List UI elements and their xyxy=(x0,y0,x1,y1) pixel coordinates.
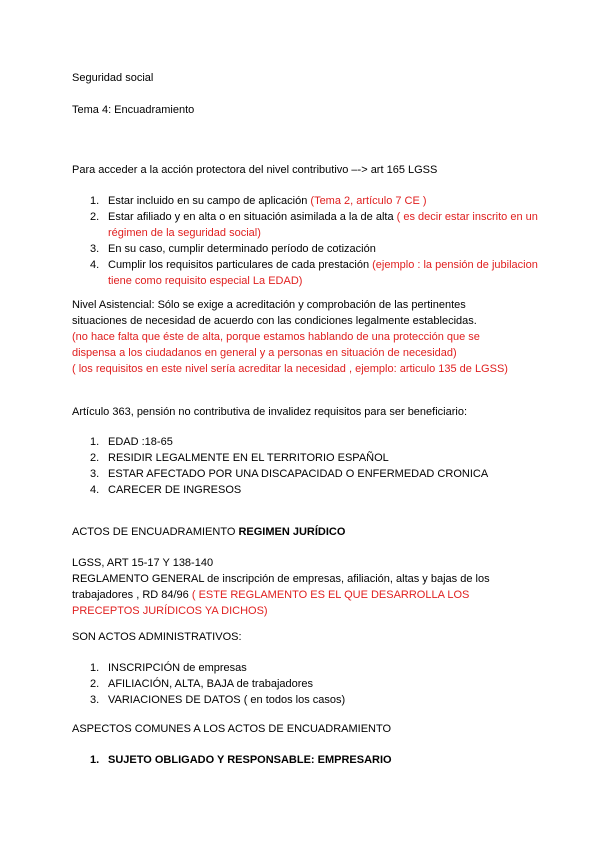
sujeto-list xyxy=(90,752,540,768)
item-text: Estar incluido en su campo de aplicación xyxy=(108,195,311,207)
list-number: 3. xyxy=(90,468,100,480)
item-text: VARIACIONES DE DATOS ( en todos los casos) xyxy=(108,694,346,706)
list-item xyxy=(90,676,540,692)
item-text: INSCRIPCIÓN de empresas xyxy=(108,662,247,674)
list-number: 2. xyxy=(90,452,100,464)
requisitos-363-list xyxy=(90,434,540,498)
item-text: Cumplir los requisitos particulares de cada prestación xyxy=(108,259,373,271)
list-item xyxy=(90,434,540,450)
list-item xyxy=(90,257,540,289)
reglamento-text: REGLAMENTO GENERAL de inscripción de empresas, afiliación, altas y bajas de los trabajadores , RD 84/96 xyxy=(72,573,490,601)
doc-subtitle: Tema 4: Encuadramiento xyxy=(72,104,195,116)
list-item xyxy=(90,482,540,498)
actos-heading xyxy=(72,524,542,540)
item-text: AFILIACIÓN, ALTA, BAJA de trabajadores xyxy=(108,678,314,690)
list-item xyxy=(90,193,540,209)
actos-heading-text: ACTOS DE ENCUADRAMIENTO xyxy=(72,526,239,538)
list-number: 4. xyxy=(90,259,100,271)
asistencial-text: Nivel Asistencial: Sólo se exige a acreditación y comprobación de las pertinentes situaciones de necesidad de acuerdo con las condiciones legalmente establecidas. xyxy=(72,299,477,327)
list-item xyxy=(90,692,540,708)
reglamento-paragraph xyxy=(72,571,532,619)
actos-heading-bold: REGIMEN JURÍDICO xyxy=(238,526,346,538)
requirements-list xyxy=(90,193,540,289)
asistencial-note-2: ( los requisitos en este nivel sería acreditar la necesidad , ejemplo: articulo 135 de LGSS) xyxy=(72,363,508,375)
list-number: 2. xyxy=(90,678,100,690)
list-number: 1. xyxy=(90,436,100,448)
list-number: 3. xyxy=(90,694,100,706)
list-item xyxy=(90,660,540,676)
asistencial-paragraph xyxy=(72,297,512,377)
doc-title: Seguridad social xyxy=(72,72,154,84)
list-number: 1. xyxy=(90,195,100,207)
asistencial-note-1: (no hace falta que éste de alta, porque estamos hablando de una protección que se dispensa a los ciudadanos en general y a personas en situación de necesidad) xyxy=(72,331,480,359)
reglamento-note: ( ESTE REGLAMENTO ES EL QUE DESARROLLA LOS PRECEPTOS JURÍDICOS YA DICHOS) xyxy=(72,589,470,617)
list-item xyxy=(90,241,540,257)
item-text: CARECER DE INGRESOS xyxy=(108,484,242,496)
list-number: 1. xyxy=(90,754,100,766)
lgss-line: LGSS, ART 15-17 Y 138-140 xyxy=(72,557,214,569)
item-note: (Tema 2, artículo 7 CE ) xyxy=(310,195,427,207)
item-text: SUJETO OBLIGADO Y RESPONSABLE: EMPRESARIO xyxy=(108,754,392,766)
aspectos-heading: ASPECTOS COMUNES A LOS ACTOS DE ENCUADRAMIENTO xyxy=(72,723,392,735)
list-item xyxy=(90,209,540,241)
item-text: EDAD :18-65 xyxy=(108,436,173,448)
item-text: ESTAR AFECTADO POR UNA DISCAPACIDAD O ENFERMEDAD CRONICA xyxy=(108,468,489,480)
legal-basis xyxy=(72,555,532,619)
list-item xyxy=(90,466,540,482)
list-number: 3. xyxy=(90,243,100,255)
item-text: Estar afiliado y en alta o en situación asimilada a la de alta xyxy=(108,211,397,223)
articulo-363: Artículo 363, pensión no contributiva de invalidez requisitos para ser beneficiario: xyxy=(72,406,468,418)
list-number: 1. xyxy=(90,662,100,674)
actos-list xyxy=(90,660,540,708)
list-item xyxy=(90,450,540,466)
list-number: 2. xyxy=(90,211,100,223)
item-note: (ejemplo : la pensión de jubilacion tiene como requisito especial La EDAD) xyxy=(108,259,538,287)
list-item xyxy=(90,752,540,768)
intro-paragraph: Para acceder a la acción protectora del nivel contributivo –-> art 165 LGSS xyxy=(72,164,438,176)
item-text: RESIDIR LEGALMENTE EN EL TERRITORIO ESPAÑOL xyxy=(108,452,389,464)
item-note: ( es decir estar inscrito en un régimen de la seguridad social) xyxy=(108,211,538,239)
item-text: En su caso, cumplir determinado período de cotización xyxy=(108,243,376,255)
son-actos-heading: SON ACTOS ADMINISTRATIVOS: xyxy=(72,631,242,643)
list-number: 4. xyxy=(90,484,100,496)
